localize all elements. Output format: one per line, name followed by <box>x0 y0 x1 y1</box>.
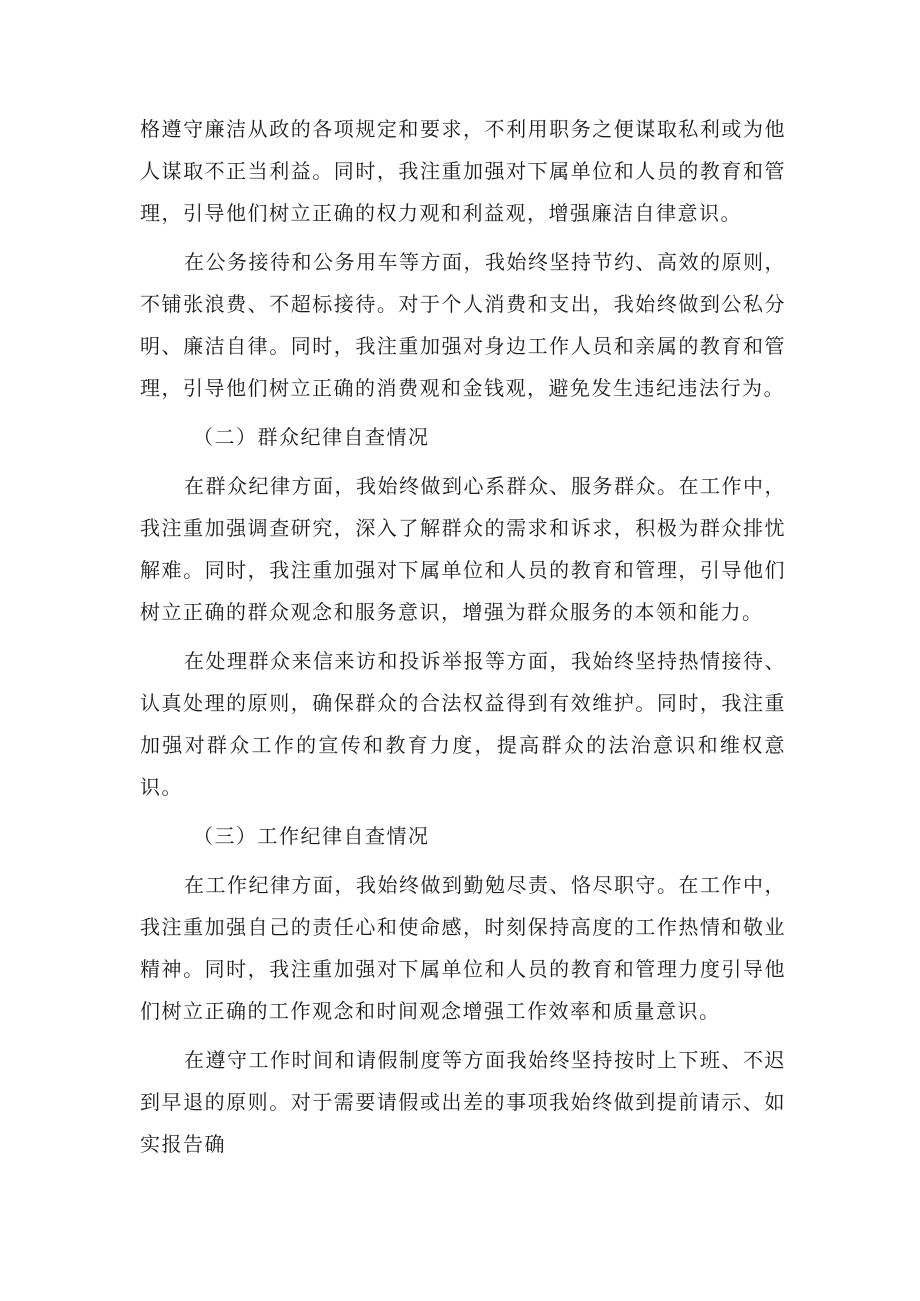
paragraph: 格遵守廉洁从政的各项规定和要求，不利用职务之便谋取私利或为他人谋取不正当利益。同时，我注重加强对下属单位和人员的教育和管理，引导他们树立正确的权力观和利益观，增强廉洁自律意识。 <box>140 117 786 225</box>
paragraph: 在群众纪律方面，我始终做到心系群众、服务群众。在工作中，我注重加强调查研究，深入了解群众的需求和诉求，积极为群众排忧解难。同时，我注重加强对下属单位和人员的教育和管理，引导他们树立正确的群众观念和服务意识，增强为群众服务的本领和能力。 <box>140 474 786 624</box>
paragraph: 在工作纪律方面，我始终做到勤勉尽责、恪尽职守。在工作中，我注重加强自己的责任心和使命感，时刻保持高度的工作热情和敬业精神。同时，我注重加强对下属单位和人员的教育和管理力度引导他们树立正确的工作观念和时间观念增强工作效率和质量意识。 <box>140 873 786 1023</box>
paragraph: 在遵守工作时间和请假制度等方面我始终坚持按时上下班、不迟到早退的原则。对于需要请假或出差的事项我始终做到提前请示、如实报告确 <box>140 1048 786 1156</box>
section-heading: （二）群众纪律自查情况 <box>193 425 430 449</box>
paragraph: 在处理群众来信来访和投诉举报等方面，我始终坚持热情接待、认真处理的原则，确保群众的合法权益得到有效维护。同时，我注重加强对群众工作的宣传和教育力度，提高群众的法治意识和维权意识。 <box>140 649 786 799</box>
section-heading: （三）工作纪律自查情况 <box>193 824 430 848</box>
document-body <box>140 108 786 1172</box>
paragraph: 在公务接待和公务用车等方面，我始终坚持节约、高效的原则，不铺张浪费、不超标接待。对于个人消费和支出，我始终做到公私分明、廉洁自律。同时，我注重加强对身边工作人员和亲属的教育和管理，引导他们树立正确的消费观和金钱观，避免发生违纪违法行为。 <box>140 250 786 400</box>
